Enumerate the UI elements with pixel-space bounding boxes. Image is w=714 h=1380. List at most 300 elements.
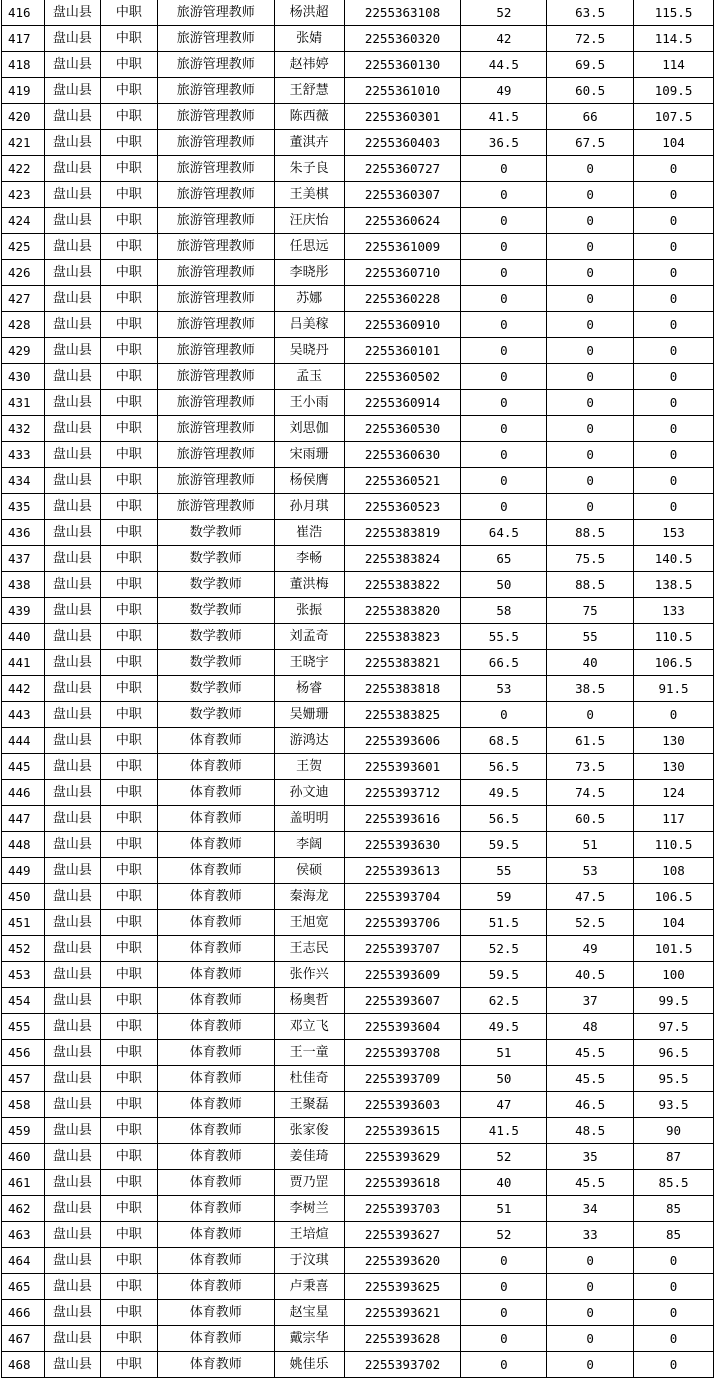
row-number: 463: [2, 1222, 45, 1248]
county-cell: 盘山县: [44, 468, 100, 494]
position-cell: 数学教师: [157, 702, 274, 728]
score-2-cell: 74.5: [547, 780, 634, 806]
county-cell: 盘山县: [44, 104, 100, 130]
exam-id-cell: 2255393702: [344, 1352, 461, 1378]
county-cell: 盘山县: [44, 234, 100, 260]
score-1-cell: 59.5: [461, 962, 547, 988]
school-level-cell: 中职: [100, 78, 157, 104]
county-cell: 盘山县: [44, 0, 100, 26]
name-cell: 王志民: [274, 936, 344, 962]
score-2-cell: 45.5: [547, 1066, 634, 1092]
score-1-cell: 0: [461, 702, 547, 728]
exam-id-cell: 2255383823: [344, 624, 461, 650]
row-number: 439: [2, 598, 45, 624]
total-score-cell: 110.5: [634, 832, 714, 858]
score-2-cell: 60.5: [547, 806, 634, 832]
exam-id-cell: 2255393604: [344, 1014, 461, 1040]
row-number: 445: [2, 754, 45, 780]
score-2-cell: 0: [547, 364, 634, 390]
table-row: [2, 858, 714, 884]
name-cell: 张婧: [274, 26, 344, 52]
row-number: 447: [2, 806, 45, 832]
score-1-cell: 55.5: [461, 624, 547, 650]
total-score-cell: 0: [634, 494, 714, 520]
table-row: [2, 1222, 714, 1248]
score-2-cell: 63.5: [547, 0, 634, 26]
county-cell: 盘山县: [44, 364, 100, 390]
total-score-cell: 108: [634, 858, 714, 884]
row-number: 441: [2, 650, 45, 676]
position-cell: 旅游管理教师: [157, 208, 274, 234]
score-2-cell: 45.5: [547, 1040, 634, 1066]
school-level-cell: 中职: [100, 676, 157, 702]
table-row: [2, 1352, 714, 1378]
name-cell: 姚佳乐: [274, 1352, 344, 1378]
county-cell: 盘山县: [44, 1248, 100, 1274]
score-1-cell: 52.5: [461, 936, 547, 962]
table-row: [2, 234, 714, 260]
score-2-cell: 37: [547, 988, 634, 1014]
table-row: [2, 260, 714, 286]
score-1-cell: 0: [461, 1248, 547, 1274]
school-level-cell: 中职: [100, 312, 157, 338]
school-level-cell: 中职: [100, 1300, 157, 1326]
table-row: [2, 468, 714, 494]
score-2-cell: 33: [547, 1222, 634, 1248]
name-cell: 邓立飞: [274, 1014, 344, 1040]
score-1-cell: 49: [461, 78, 547, 104]
row-number: 468: [2, 1352, 45, 1378]
table-row: [2, 390, 714, 416]
position-cell: 旅游管理教师: [157, 52, 274, 78]
score-2-cell: 0: [547, 234, 634, 260]
row-number: 428: [2, 312, 45, 338]
score-1-cell: 36.5: [461, 130, 547, 156]
position-cell: 数学教师: [157, 546, 274, 572]
total-score-cell: 90: [634, 1118, 714, 1144]
county-cell: 盘山县: [44, 1118, 100, 1144]
table-row: [2, 1170, 714, 1196]
school-level-cell: 中职: [100, 910, 157, 936]
score-1-cell: 0: [461, 1274, 547, 1300]
position-cell: 体育教师: [157, 1118, 274, 1144]
name-cell: 卢秉喜: [274, 1274, 344, 1300]
row-number: 418: [2, 52, 45, 78]
score-2-cell: 0: [547, 1352, 634, 1378]
school-level-cell: 中职: [100, 1144, 157, 1170]
total-score-cell: 97.5: [634, 1014, 714, 1040]
total-score-cell: 0: [634, 468, 714, 494]
score-2-cell: 67.5: [547, 130, 634, 156]
row-number: 444: [2, 728, 45, 754]
school-level-cell: 中职: [100, 1222, 157, 1248]
county-cell: 盘山县: [44, 1196, 100, 1222]
row-number: 433: [2, 442, 45, 468]
exam-id-cell: 2255393709: [344, 1066, 461, 1092]
total-score-cell: 0: [634, 1248, 714, 1274]
score-2-cell: 51: [547, 832, 634, 858]
total-score-cell: 107.5: [634, 104, 714, 130]
total-score-cell: 101.5: [634, 936, 714, 962]
exam-id-cell: 2255360624: [344, 208, 461, 234]
exam-id-cell: 2255393628: [344, 1326, 461, 1352]
table-row: [2, 208, 714, 234]
total-score-cell: 140.5: [634, 546, 714, 572]
position-cell: 旅游管理教师: [157, 312, 274, 338]
county-cell: 盘山县: [44, 936, 100, 962]
position-cell: 旅游管理教师: [157, 182, 274, 208]
row-number: 462: [2, 1196, 45, 1222]
total-score-cell: 124: [634, 780, 714, 806]
county-cell: 盘山县: [44, 208, 100, 234]
row-number: 461: [2, 1170, 45, 1196]
exam-id-cell: 2255393625: [344, 1274, 461, 1300]
exam-id-cell: 2255393627: [344, 1222, 461, 1248]
county-cell: 盘山县: [44, 260, 100, 286]
total-score-cell: 100: [634, 962, 714, 988]
score-1-cell: 49.5: [461, 780, 547, 806]
exam-id-cell: 2255360910: [344, 312, 461, 338]
score-2-cell: 61.5: [547, 728, 634, 754]
row-number: 449: [2, 858, 45, 884]
table-row: [2, 104, 714, 130]
school-level-cell: 中职: [100, 1118, 157, 1144]
county-cell: 盘山县: [44, 416, 100, 442]
exam-id-cell: 2255360301: [344, 104, 461, 130]
school-level-cell: 中职: [100, 182, 157, 208]
position-cell: 体育教师: [157, 754, 274, 780]
row-number: 436: [2, 520, 45, 546]
county-cell: 盘山县: [44, 1066, 100, 1092]
county-cell: 盘山县: [44, 546, 100, 572]
total-score-cell: 153: [634, 520, 714, 546]
exam-id-cell: 2255393704: [344, 884, 461, 910]
school-level-cell: 中职: [100, 260, 157, 286]
school-level-cell: 中职: [100, 26, 157, 52]
exam-id-cell: 2255360130: [344, 52, 461, 78]
exam-id-cell: 2255393708: [344, 1040, 461, 1066]
score-2-cell: 0: [547, 156, 634, 182]
total-score-cell: 0: [634, 1274, 714, 1300]
name-cell: 董洪梅: [274, 572, 344, 598]
name-cell: 李畅: [274, 546, 344, 572]
position-cell: 体育教师: [157, 1248, 274, 1274]
total-score-cell: 106.5: [634, 650, 714, 676]
name-cell: 王晓宇: [274, 650, 344, 676]
county-cell: 盘山县: [44, 780, 100, 806]
score-1-cell: 0: [461, 442, 547, 468]
score-2-cell: 0: [547, 260, 634, 286]
position-cell: 体育教师: [157, 1326, 274, 1352]
table-row: [2, 78, 714, 104]
score-1-cell: 40: [461, 1170, 547, 1196]
exam-id-cell: 2255393603: [344, 1092, 461, 1118]
row-number: 442: [2, 676, 45, 702]
position-cell: 旅游管理教师: [157, 260, 274, 286]
school-level-cell: 中职: [100, 598, 157, 624]
county-cell: 盘山县: [44, 338, 100, 364]
table-row: [2, 546, 714, 572]
county-cell: 盘山县: [44, 1170, 100, 1196]
table-row: [2, 286, 714, 312]
name-cell: 王一童: [274, 1040, 344, 1066]
table-row: [2, 494, 714, 520]
county-cell: 盘山县: [44, 728, 100, 754]
school-level-cell: 中职: [100, 650, 157, 676]
row-number: 437: [2, 546, 45, 572]
school-level-cell: 中职: [100, 1066, 157, 1092]
name-cell: 任思远: [274, 234, 344, 260]
county-cell: 盘山县: [44, 962, 100, 988]
school-level-cell: 中职: [100, 156, 157, 182]
school-level-cell: 中职: [100, 416, 157, 442]
county-cell: 盘山县: [44, 52, 100, 78]
school-level-cell: 中职: [100, 0, 157, 26]
county-cell: 盘山县: [44, 182, 100, 208]
score-2-cell: 35: [547, 1144, 634, 1170]
total-score-cell: 109.5: [634, 78, 714, 104]
row-number: 438: [2, 572, 45, 598]
exam-id-cell: 2255363108: [344, 0, 461, 26]
total-score-cell: 133: [634, 598, 714, 624]
row-number: 458: [2, 1092, 45, 1118]
score-2-cell: 0: [547, 182, 634, 208]
name-cell: 于汶琪: [274, 1248, 344, 1274]
score-1-cell: 44.5: [461, 52, 547, 78]
score-2-cell: 0: [547, 1274, 634, 1300]
school-level-cell: 中职: [100, 1248, 157, 1274]
county-cell: 盘山县: [44, 1274, 100, 1300]
total-score-cell: 91.5: [634, 676, 714, 702]
position-cell: 体育教师: [157, 780, 274, 806]
county-cell: 盘山县: [44, 156, 100, 182]
exam-id-cell: 2255393613: [344, 858, 461, 884]
score-1-cell: 51.5: [461, 910, 547, 936]
row-number: 460: [2, 1144, 45, 1170]
score-1-cell: 41.5: [461, 1118, 547, 1144]
name-cell: 王旭宽: [274, 910, 344, 936]
score-1-cell: 68.5: [461, 728, 547, 754]
name-cell: 刘思伽: [274, 416, 344, 442]
school-level-cell: 中职: [100, 234, 157, 260]
table-row: [2, 182, 714, 208]
total-score-cell: 130: [634, 728, 714, 754]
exam-id-cell: 2255393712: [344, 780, 461, 806]
exam-id-cell: 2255393703: [344, 1196, 461, 1222]
score-2-cell: 0: [547, 312, 634, 338]
table-row: [2, 0, 714, 26]
exam-id-cell: 2255360320: [344, 26, 461, 52]
score-1-cell: 55: [461, 858, 547, 884]
row-number: 457: [2, 1066, 45, 1092]
row-number: 435: [2, 494, 45, 520]
table-row: [2, 52, 714, 78]
position-cell: 旅游管理教师: [157, 130, 274, 156]
score-1-cell: 53: [461, 676, 547, 702]
score-2-cell: 49: [547, 936, 634, 962]
name-cell: 王贺: [274, 754, 344, 780]
score-2-cell: 0: [547, 208, 634, 234]
table-row: [2, 1248, 714, 1274]
position-cell: 体育教师: [157, 1196, 274, 1222]
name-cell: 赵祎婷: [274, 52, 344, 78]
exam-id-cell: 2255360521: [344, 468, 461, 494]
exam-id-cell: 2255360530: [344, 416, 461, 442]
score-2-cell: 40: [547, 650, 634, 676]
school-level-cell: 中职: [100, 130, 157, 156]
position-cell: 旅游管理教师: [157, 338, 274, 364]
name-cell: 李阔: [274, 832, 344, 858]
exam-id-cell: 2255383818: [344, 676, 461, 702]
name-cell: 张家俊: [274, 1118, 344, 1144]
score-1-cell: 0: [461, 494, 547, 520]
school-level-cell: 中职: [100, 1274, 157, 1300]
name-cell: 孙文迪: [274, 780, 344, 806]
exam-id-cell: 2255393615: [344, 1118, 461, 1144]
row-number: 466: [2, 1300, 45, 1326]
score-table: [1, 0, 714, 1378]
position-cell: 旅游管理教师: [157, 78, 274, 104]
table-row: [2, 650, 714, 676]
total-score-cell: 87: [634, 1144, 714, 1170]
table-row: [2, 442, 714, 468]
total-score-cell: 99.5: [634, 988, 714, 1014]
row-number: 429: [2, 338, 45, 364]
total-score-cell: 0: [634, 442, 714, 468]
total-score-cell: 0: [634, 260, 714, 286]
county-cell: 盘山县: [44, 702, 100, 728]
name-cell: 王小雨: [274, 390, 344, 416]
name-cell: 王培煊: [274, 1222, 344, 1248]
total-score-cell: 0: [634, 1352, 714, 1378]
score-1-cell: 0: [461, 390, 547, 416]
row-number: 426: [2, 260, 45, 286]
county-cell: 盘山县: [44, 390, 100, 416]
table-row: [2, 1274, 714, 1300]
score-1-cell: 65: [461, 546, 547, 572]
school-level-cell: 中职: [100, 1170, 157, 1196]
score-1-cell: 51: [461, 1196, 547, 1222]
school-level-cell: 中职: [100, 1196, 157, 1222]
school-level-cell: 中职: [100, 988, 157, 1014]
total-score-cell: 96.5: [634, 1040, 714, 1066]
position-cell: 旅游管理教师: [157, 104, 274, 130]
row-number: 430: [2, 364, 45, 390]
county-cell: 盘山县: [44, 312, 100, 338]
name-cell: 王聚磊: [274, 1092, 344, 1118]
position-cell: 旅游管理教师: [157, 156, 274, 182]
name-cell: 刘孟奇: [274, 624, 344, 650]
table-row: [2, 884, 714, 910]
county-cell: 盘山县: [44, 78, 100, 104]
score-2-cell: 48.5: [547, 1118, 634, 1144]
county-cell: 盘山县: [44, 1144, 100, 1170]
name-cell: 王美棋: [274, 182, 344, 208]
position-cell: 体育教师: [157, 806, 274, 832]
position-cell: 体育教师: [157, 1274, 274, 1300]
name-cell: 孟玉: [274, 364, 344, 390]
county-cell: 盘山县: [44, 884, 100, 910]
school-level-cell: 中职: [100, 806, 157, 832]
row-number: 467: [2, 1326, 45, 1352]
total-score-cell: 0: [634, 156, 714, 182]
row-number: 456: [2, 1040, 45, 1066]
table-row: [2, 962, 714, 988]
exam-id-cell: 2255360727: [344, 156, 461, 182]
school-level-cell: 中职: [100, 364, 157, 390]
exam-id-cell: 2255360914: [344, 390, 461, 416]
score-1-cell: 0: [461, 312, 547, 338]
total-score-cell: 130: [634, 754, 714, 780]
school-level-cell: 中职: [100, 52, 157, 78]
position-cell: 数学教师: [157, 572, 274, 598]
exam-id-cell: 2255383825: [344, 702, 461, 728]
name-cell: 苏娜: [274, 286, 344, 312]
county-cell: 盘山县: [44, 1040, 100, 1066]
position-cell: 数学教师: [157, 676, 274, 702]
score-2-cell: 0: [547, 494, 634, 520]
row-number: 416: [2, 0, 45, 26]
score-2-cell: 45.5: [547, 1170, 634, 1196]
position-cell: 体育教师: [157, 728, 274, 754]
score-2-cell: 88.5: [547, 520, 634, 546]
name-cell: 董淇卉: [274, 130, 344, 156]
county-cell: 盘山县: [44, 1300, 100, 1326]
name-cell: 贾乃罡: [274, 1170, 344, 1196]
total-score-cell: 104: [634, 910, 714, 936]
school-level-cell: 中职: [100, 754, 157, 780]
table-row: [2, 754, 714, 780]
table-row: [2, 1040, 714, 1066]
score-2-cell: 0: [547, 702, 634, 728]
table-row: [2, 156, 714, 182]
total-score-cell: 0: [634, 234, 714, 260]
position-cell: 数学教师: [157, 624, 274, 650]
table-row: [2, 1092, 714, 1118]
total-score-cell: 117: [634, 806, 714, 832]
table-row: [2, 780, 714, 806]
score-1-cell: 0: [461, 208, 547, 234]
row-number: 425: [2, 234, 45, 260]
total-score-cell: 85: [634, 1222, 714, 1248]
exam-id-cell: 2255360228: [344, 286, 461, 312]
position-cell: 体育教师: [157, 1352, 274, 1378]
position-cell: 体育教师: [157, 1300, 274, 1326]
exam-id-cell: 2255383824: [344, 546, 461, 572]
exam-id-cell: 2255361009: [344, 234, 461, 260]
total-score-cell: 0: [634, 338, 714, 364]
exam-id-cell: 2255393630: [344, 832, 461, 858]
row-number: 420: [2, 104, 45, 130]
total-score-cell: 138.5: [634, 572, 714, 598]
name-cell: 吴姗珊: [274, 702, 344, 728]
position-cell: 体育教师: [157, 1092, 274, 1118]
school-level-cell: 中职: [100, 546, 157, 572]
name-cell: 张作兴: [274, 962, 344, 988]
total-score-cell: 0: [634, 312, 714, 338]
school-level-cell: 中职: [100, 494, 157, 520]
position-cell: 体育教师: [157, 1014, 274, 1040]
score-1-cell: 0: [461, 364, 547, 390]
score-2-cell: 0: [547, 286, 634, 312]
row-number: 427: [2, 286, 45, 312]
row-number: 465: [2, 1274, 45, 1300]
score-2-cell: 60.5: [547, 78, 634, 104]
name-cell: 汪庆怡: [274, 208, 344, 234]
exam-id-cell: 2255393706: [344, 910, 461, 936]
score-2-cell: 48: [547, 1014, 634, 1040]
score-1-cell: 64.5: [461, 520, 547, 546]
